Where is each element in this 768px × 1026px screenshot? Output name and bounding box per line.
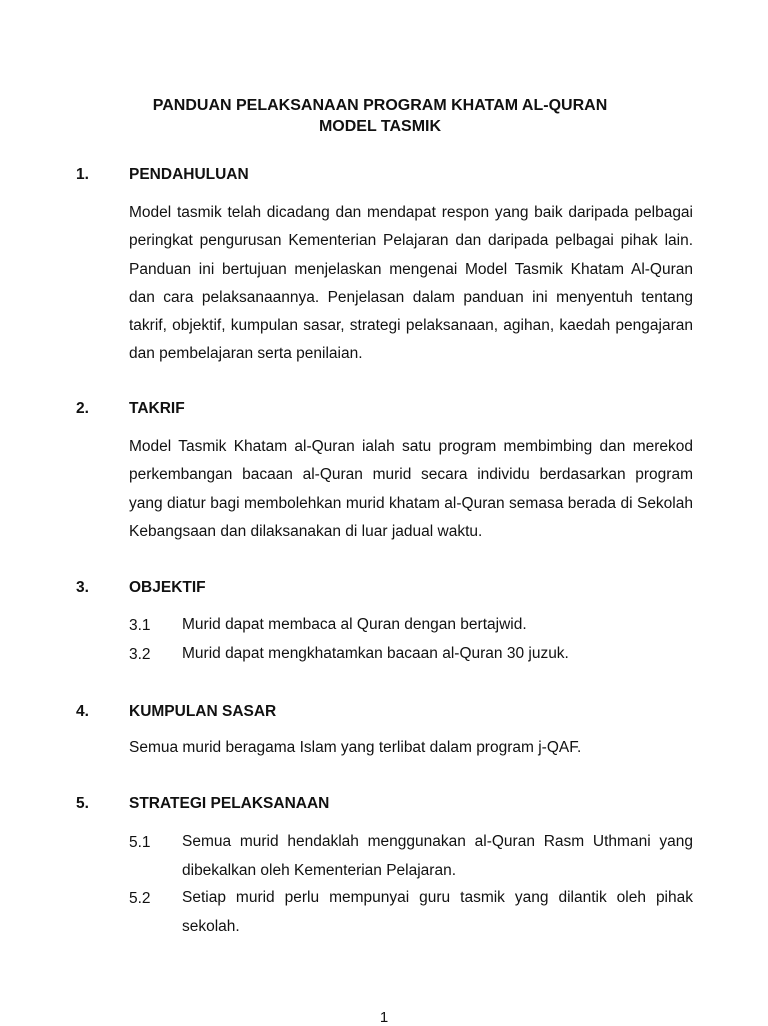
document-title — [80, 95, 680, 137]
strategy-5-2-number: 5.2 — [129, 890, 151, 907]
section-2-heading: TAKRIF — [129, 400, 185, 417]
section-5-number: 5. — [76, 795, 89, 812]
section-1-paragraph: Model tasmik telah dicadang dan mendapat respon yang baik daripada pelbagai peringkat pengurusan Kementerian Pelajaran dan daripada pelbagai pihak lain. Panduan ini bertujuan menjelaskan mengenai Model Tasmik Khatam Al-Quran dan cara pelaksanaannya. Penjelasan dalam panduan ini menyentuh tentang takrif, objektif, kumpulan sasar, strategi pelaksanaan, agihan, kaedah pengajaran dan pembelajaran serta penilaian. — [129, 204, 693, 363]
objective-3-2-text: Murid dapat mengkhatamkan bacaan al-Quran 30 juzuk. — [182, 645, 569, 662]
section-3-number: 3. — [76, 579, 89, 596]
page-number: 1 — [379, 1009, 389, 1026]
section-1-heading: PENDAHULUAN — [129, 166, 249, 183]
section-5-heading: STRATEGI PELAKSANAAN — [129, 795, 330, 812]
section-4-heading: KUMPULAN SASAR — [129, 703, 277, 720]
objective-3-1-number: 3.1 — [129, 617, 151, 634]
title-line-2: MODEL TASMIK — [318, 118, 442, 135]
section-2-paragraph: Model Tasmik Khatam al-Quran ialah satu program membimbing dan merekod perkembangan bacaan al-Quran murid secara individu berdasarkan program yang diatur bagi membolehkan murid khatam al-Quran semasa berada di Sekolah Kebangsaan dan dilaksanakan di luar jadual waktu. — [129, 438, 693, 540]
objective-3-1-text: Murid dapat membaca al Quran dengan bertajwid. — [182, 616, 527, 633]
section-4-paragraph: Semua murid beragama Islam yang terlibat dalam program j-QAF. — [129, 739, 582, 756]
strategy-5-2-text: Setiap murid perlu mempunyai guru tasmik yang dilantik oleh pihak sekolah. — [182, 889, 693, 935]
objective-3-2-number: 3.2 — [129, 646, 151, 663]
section-4-number: 4. — [76, 703, 89, 720]
section-1-number: 1. — [76, 166, 89, 183]
section-3-heading: OBJEKTIF — [129, 579, 206, 596]
section-2-number: 2. — [76, 400, 89, 417]
strategy-5-1-number: 5.1 — [129, 834, 151, 851]
strategy-5-1-text: Semua murid hendaklah menggunakan al-Quran Rasm Uthmani yang dibekalkan oleh Kementerian Pelajaran. — [182, 833, 693, 879]
title-line-1: PANDUAN PELAKSANAAN PROGRAM KHATAM AL-QURAN — [152, 97, 608, 114]
